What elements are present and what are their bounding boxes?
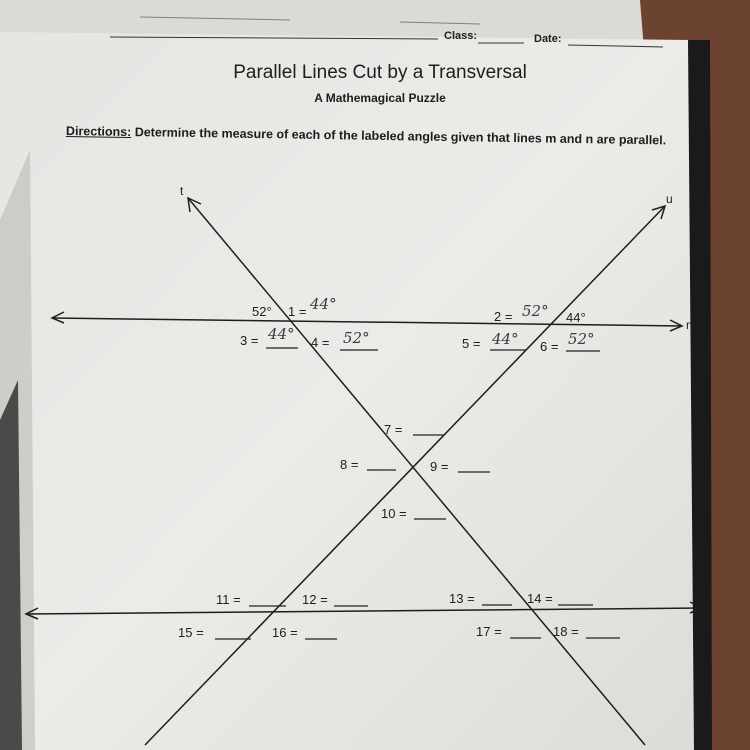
angle-15-label: 15 = bbox=[178, 625, 204, 640]
angle-1-answer: 44° bbox=[310, 295, 337, 313]
angle-12-label: 12 = bbox=[302, 592, 328, 607]
line-label-u: u bbox=[666, 192, 673, 206]
angle-2-answer: 52° bbox=[522, 302, 549, 320]
angle-2-label: 2 = bbox=[494, 309, 513, 324]
line-label-r: r bbox=[704, 598, 709, 613]
angle-4-answer: 52° bbox=[343, 329, 370, 347]
angle-13-label: 13 = bbox=[449, 591, 475, 606]
angle-16-label: 16 = bbox=[272, 625, 298, 640]
page-subtitle: A Mathemagical Puzzle bbox=[314, 91, 446, 105]
angle-5-answer: 44° bbox=[492, 330, 519, 348]
given-angle-left: 52° bbox=[252, 304, 272, 319]
angle-3-answer: 44° bbox=[268, 325, 295, 343]
angle-4-label: 4 = bbox=[311, 335, 330, 350]
class-label: Class: bbox=[444, 30, 478, 42]
line-label-t: t bbox=[180, 184, 184, 198]
angle-6-label: 6 = bbox=[540, 339, 559, 354]
angle-1-label: 1 = bbox=[288, 304, 307, 319]
angle-7-label: 7 = bbox=[384, 422, 403, 437]
angle-17-label: 17 = bbox=[476, 624, 502, 639]
angle-18-label: 18 = bbox=[553, 624, 579, 639]
angle-3-label: 3 = bbox=[240, 333, 259, 348]
angle-8-label: 8 = bbox=[340, 457, 359, 472]
angle-9-label: 9 = bbox=[430, 459, 449, 474]
date-label: Date: bbox=[534, 33, 562, 45]
angle-11-label: 11 = bbox=[216, 592, 241, 607]
directions-label: Directions: bbox=[65, 124, 132, 140]
angle-5-label: 5 = bbox=[462, 336, 481, 351]
directions-text: Determine the measure of each of the labeled angles given that lines m and n are parallel. bbox=[134, 125, 667, 148]
page-title: Parallel Lines Cut by a Transversal bbox=[233, 62, 527, 83]
line-label-n: n bbox=[686, 318, 693, 332]
given-angle-right: 44° bbox=[566, 310, 586, 325]
angle-14-label: 14 = bbox=[527, 591, 553, 606]
angle-10-label: 10 = bbox=[381, 506, 407, 521]
angle-6-answer: 52° bbox=[568, 330, 595, 348]
